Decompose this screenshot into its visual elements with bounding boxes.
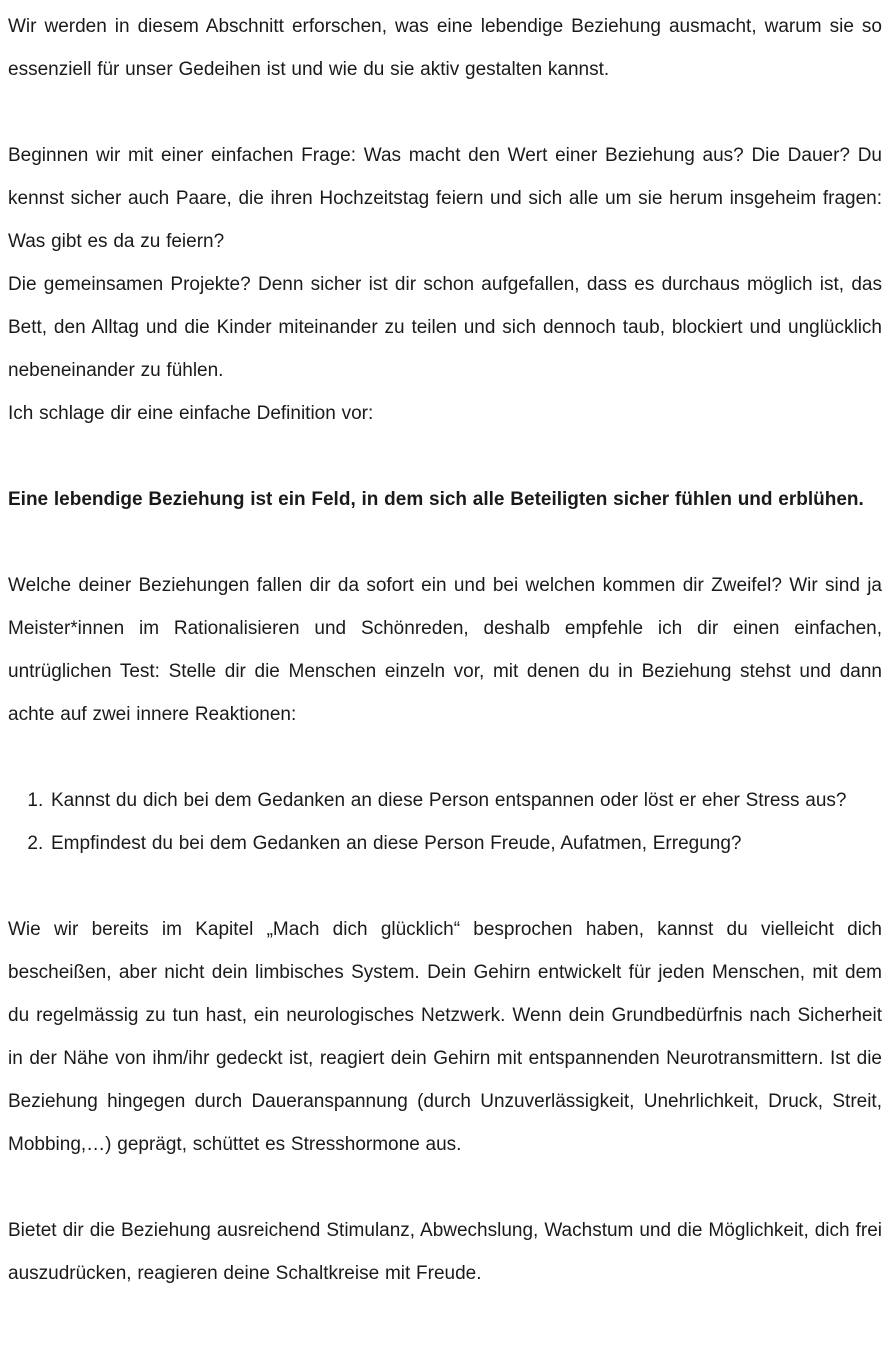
paragraph-intro: Wir werden in diesem Abschnitt erforschen, was eine lebendige Beziehung ausmacht, warum sie so essenziell für unser Gedeihen ist und wie du sie aktiv gestalten kannst. (8, 16, 882, 80)
paragraph-limbic-system: Wie wir bereits im Kapitel „Mach dich glücklich“ besprochen haben, kannst du vielleicht dich bescheißen, aber nicht dein limbisches System. Dein Gehirn entwickelt für jeden Menschen, mit dem du regelmässig zu tun hast, ein neurologisches Netzwerk. Wenn dein Grundbedürfnis nach Sicherheit in der Nähe von ihm/ihr gedeckt ist, reagiert dein Gehirn mit entspannenden Neurotransmittern. Ist die Beziehung hingegen durch Daueranspannung (durch Unzuverlässigkeit, Unehrlichkeit, Druck, Streit, Mobbing,…) geprägt, schüttet es Stresshormone aus. (8, 919, 882, 1155)
paragraph-question-projects: Die gemeinsamen Projekte? Denn sicher ist dir schon aufgefallen, dass es durchaus möglich ist, das Bett, den Alltag und die Kinder miteinander zu teilen und sich dennoch taub, blockiert und unglücklich nebeneinander zu fühlen. (8, 274, 882, 381)
paragraph-stimulanz: Bietet dir die Beziehung ausreichend Stimulanz, Abwechslung, Wachstum und die Möglichkeit, dich frei auszudrücken, reagieren deine Schaltkreise mit Freude. (8, 1220, 882, 1284)
paragraph-test-intro: Welche deiner Beziehungen fallen dir da sofort ein und bei welchen kommen dir Zweifel? Wir sind ja Meister*innen im Rationalisieren und Schönreden, deshalb empfehle ich dir einen einfachen, untrüglichen Test: Stelle dir die Menschen einzeln vor, mit denen du in Beziehung stehst und dann achte auf zwei innere Reaktionen: (8, 575, 882, 725)
paragraph-question-duration: Beginnen wir mit einer einfachen Frage: Was macht den Wert einer Beziehung aus? Die Dauer? Du kennst sicher auch Paare, die ihren Hochzeitstag feiern und sich alle um sie herum insgeheim fragen: Was gibt es da zu feiern? (8, 145, 882, 252)
list-item-joy-question: 2. Empfindest du bei dem Gedanken an diese Person Freude, Aufatmen, Erregung? (49, 822, 882, 865)
reactions-numbered-list (8, 779, 882, 865)
list-item-relax-question: 1. Kannst du dich bei dem Gedanken an diese Person entspannen oder löst er eher Stress aus? (49, 779, 882, 822)
paragraph-definition-intro: Ich schlage dir eine einfache Definition vor: (8, 403, 374, 424)
paragraph-definition-bold: Eine lebendige Beziehung ist ein Feld, in dem sich alle Beteiligten sicher fühlen und erblühen. (8, 489, 864, 510)
